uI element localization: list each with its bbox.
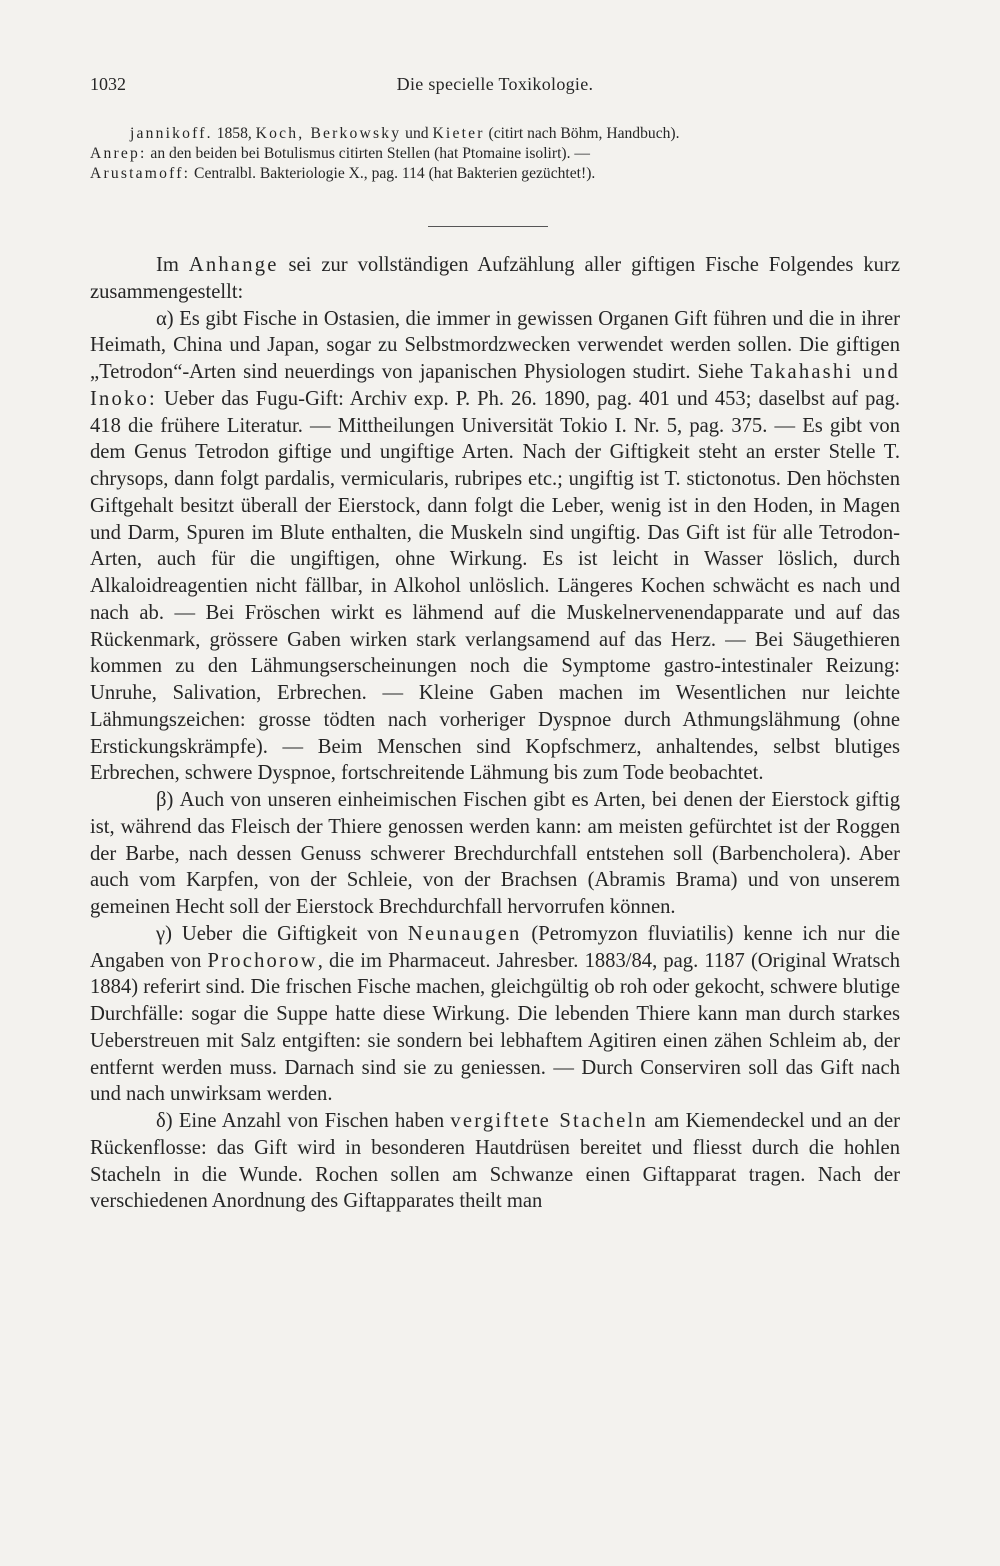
section-divider — [428, 226, 548, 227]
paragraph-delta — [90, 1108, 900, 1215]
author-names: Takahashi und Inoko: — [90, 361, 901, 410]
body-text — [90, 252, 900, 1215]
reference-text: (citirt nach Böhm, Handbuch). — [484, 125, 680, 142]
reference-author: Anrep: — [90, 144, 147, 162]
paragraph-gamma — [90, 921, 900, 1108]
spaced-term: vergiftete Stacheln — [450, 1110, 648, 1132]
reference-text: an den beiden bei Botulismus citirten Stellen (hat Ptomaine isolirt). — — [146, 144, 590, 162]
spaced-term: Neunaugen — [407, 922, 522, 945]
item-marker: δ) — [156, 1110, 173, 1132]
item-marker: γ) — [156, 922, 172, 945]
reference-text: Centralbl. Bakteriologie X., pag. 114 (hat Bakterien gezüchtet!). — [190, 164, 596, 182]
intro-paragraph — [90, 252, 900, 306]
item-marker: α) — [156, 307, 174, 330]
reference-entry — [90, 164, 900, 184]
page-header — [90, 74, 900, 102]
text-run: sei zur vollständigen Aufzählung aller giftigen Fische Folgendes kurz zusammengestellt: — [90, 254, 900, 303]
text-run: Es gibt Fische in Ostasien, die immer in gewissen Organen Gift führen und die in ihrer Heimath, China und Japan, sogar zu Selbstmordzwecken verwendet werden sollen. Die giftigen „Tetrodon“-Arten sind neuerdings von japanischen Physiologen studirt. Siehe — [90, 307, 900, 383]
paragraph-alpha — [90, 306, 900, 788]
page-number: 1032 — [90, 74, 126, 94]
text-run: Ueber die Giftigkeit von — [171, 922, 408, 945]
reference-author: jannikoff. — [130, 125, 213, 142]
text-run: Ueber das Fugu-Gift: Archiv exp. P. Ph. 26. 1890, pag. 401 und 453; daselbst auf pag. 418 die frühere Literatur. — Mittheilungen Universität Tokio I. Nr. 5, pag. 375. — Es gibt von dem Genus Tetrodon giftige und ungiftige Arten. Nach der Giftigkeit steht an erster Stelle T. chrysops, dann folgt pardalis, vermicularis, rubripes etc.; ungiftig ist T. stictonotus. Den höchsten Giftgehalt besitzt überall der Eierstock, dann folgt die Leber, wenig ist in den Hoden, in Magen und Darm, Spuren im Blute enthalten, die Muskeln sind ungiftig. Das Gift ist für alle Tetrodon-Arten, auch für die ungiftigen, ohne Wirkung. Es ist leicht in Wasser löslich, durch Alkaloidreagentien nicht fällbar, in Alkohol unlöslich. Längeres Kochen schwächt es nach und nach ab. — Bei Fröschen wirkt es lähmend auf die Muskelnervenendapparate und auf das Rückenmark, grössere Gaben wirken stark verlangsamend auf das Herz. — Bei Säugethieren kommen zu den Lähmungserscheinungen noch die Symptome gastro-intestinaler Reizung: Unruhe, Salivation, Erbrechen. — Kleine Gaben machen im Wesentlichen nur leichte Lähmungszeichen: grosse tödten nach vorheriger Dyspnoe durch Athmungslähmung (ohne Erstickungskrämpfe). — Beim Menschen sind Kopfschmerz, anhaltendes, selbst blutiges Erbrechen, schwere Dyspnoe, fortschreitende Lähmung bis zum Tode beobachtet. — [90, 387, 900, 785]
spaced-term: Anhange — [188, 254, 279, 276]
item-marker: β) — [156, 789, 174, 811]
reference-entry — [90, 144, 900, 164]
reference-entry — [90, 124, 900, 144]
text-run: am Kiemendeckel und an der Rückenflosse: das Gift wird in besonderen Hautdrüsen bereitet und fliesst durch die hohlen Stacheln in die Wunde. Rochen sollen am Schwanze einen Giftapparat tragen. Nach der verschiedenen Anordnung des Giftapparates theilt man — [90, 1110, 900, 1213]
text-run: , die im Pharmaceut. Jahresber. 1883/84, pag. 1187 (Original Wratsch 1884) referirt sind. Die frischen Fische machen, gleichgültig ob roh oder gekocht, schwere blutige Durchfälle: sogar die Suppe hatte diese Wirkung. Die lebenden Thiere kann man durch starkes Ueberstreuen mit Salz entgiften: sie sondern bei lebhaftem Agitiren einen zähen Schleim ab, der entfernt werden muss. Darnach sind sie zu geniessen. — Durch Conserviren soll das Gift nach und nach unwirksam werden. — [90, 949, 900, 1106]
text-run: Auch von unseren einheimischen Fischen gibt es Arten, bei denen der Eierstock giftig ist, während das Fleisch der Thiere genossen werden kann: am meisten gefürchtet ist der Roggen der Barbe, nach dessen Genuss schwerer Brechdurchfall entstehen soll (Barbencholera). Aber auch vom Karpfen, von der Schleie, von der Brachsen (Abramis Brama) und von unserem gemeinen Hecht soll der Eierstock Brechdurchfall hervorrufen können. — [90, 789, 900, 918]
reference-text: und — [401, 125, 433, 142]
reference-author: Kieter — [432, 125, 485, 142]
reference-author: Koch, Berkowsky — [255, 125, 402, 142]
text-run: Eine Anzahl von Fischen haben — [172, 1110, 451, 1132]
reference-text: 1858, — [212, 125, 256, 142]
text-run: (Petromyzon fluviatilis) kenne ich nur die Angaben von — [90, 922, 900, 972]
text-run: Im — [156, 254, 189, 276]
reference-list — [90, 124, 900, 183]
paragraph-beta — [90, 787, 900, 921]
running-title: Die specielle Toxikologie. — [396, 74, 594, 94]
reference-author: Arustamoff: — [90, 164, 191, 182]
author-names: Prochorow — [207, 949, 318, 972]
